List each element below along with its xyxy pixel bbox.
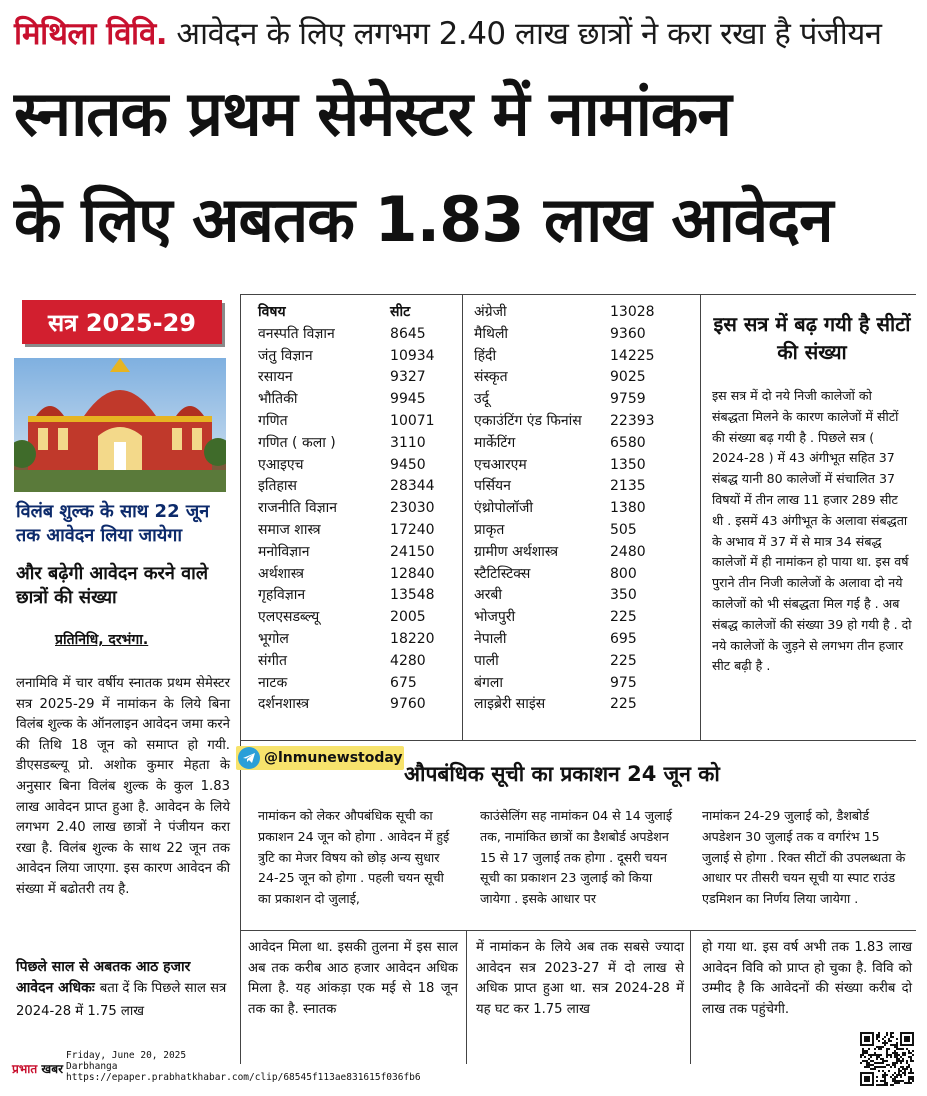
table-cell-seats: 17240 — [390, 521, 435, 538]
table-row — [258, 498, 458, 520]
table-cell-seats: 9327 — [390, 369, 426, 386]
table-cell-seats: 23030 — [390, 500, 435, 517]
table-row — [474, 411, 698, 433]
kicker-rest: आवेदन के लिए लगभग 2.40 लाख छात्रों ने करा रखा है पंजीयन — [176, 16, 882, 52]
session-badge: सत्र 2025-29 — [22, 300, 222, 344]
telegram-icon — [238, 747, 260, 769]
table-cell-seats: 2135 — [610, 478, 646, 495]
table-row — [258, 346, 458, 368]
newspaper-logo — [12, 1060, 63, 1077]
table-cell-subject: वनस्पति विज्ञान — [258, 325, 335, 342]
side-paragraph: लनामिवि में चार वर्षीय स्नातक प्रथम सेमेस्टर सत्र 2025-29 में नामांकन के लिये बिना विलंब शुल्क के ऑनलाइन आवेदन जमा करने की तिथि 18 जून को समाप्त हो गयी. डीएसडब्ल्यू प्रो. अशोक कुमार मेहता के अनुसार बिना विलंब शुल्क के कुल 1.83 लाख आवेदन प्राप्त हुआ है. आवेदन के लिये लगभग 2.40 लाख छात्रों ने पंजीयन करा रखा है. विलंब शुल्क के साथ 22 जून तक आवेदन लिया जाएगा. इस कारण आवेदन की संख्या में बढोतरी तय है. — [16, 676, 230, 897]
table-cell-subject: नेपाली — [474, 630, 507, 647]
table-cell-subject: भूगोल — [258, 630, 289, 647]
notice-col-1: नामांकन को लेकर औपबंधिक सूची का प्रकाशन 24 जून को होगा . आवेदन में हुई त्रुटि का मेजर विषय को छोड़ अन्य सुधार 24-25 जून को होगा . पहली चयन सूची का प्रकाशन दो जुलाई, — [258, 808, 450, 907]
table-header — [258, 302, 458, 324]
table-row — [258, 629, 458, 651]
table-row — [258, 694, 458, 716]
table-cell-seats: 2480 — [610, 543, 646, 560]
table-cell-subject: एकाउंटिंग एंड फिनांस — [474, 412, 582, 429]
table-cell-seats: 9450 — [390, 456, 426, 473]
table-cell-subject: संगीत — [258, 652, 287, 669]
table-row — [258, 455, 458, 477]
table-cell-seats: 13028 — [610, 304, 655, 320]
headline-line-1: स्नातक प्रथम सेमेस्टर में नामांकन — [14, 77, 731, 150]
byline: प्रतिनिधि, दरभंगा. — [55, 632, 149, 648]
side-subhead-cont: बता दें कि पिछले साल सत्र 2024-28 में 1.75 लाख — [16, 981, 227, 1019]
table-header-seats: सीट — [390, 304, 411, 320]
divider-left — [240, 294, 241, 1064]
table-cell-subject: एलएसडब्ल्यू — [258, 609, 320, 626]
table-row — [258, 585, 458, 607]
table-cell-seats: 3110 — [390, 434, 426, 451]
table-cell-subject: मार्केटिंग — [474, 434, 516, 451]
table-row — [258, 433, 458, 455]
divider-bottom-2 — [690, 930, 691, 1064]
table-cell-subject: गणित — [258, 412, 288, 429]
table-cell-seats: 800 — [610, 565, 637, 582]
table-row — [474, 455, 698, 477]
table-row — [474, 673, 698, 695]
table-cell-seats: 975 — [610, 674, 637, 691]
box-heading: इस सत्र में बढ़ गयी है सीटों की संख्या — [713, 312, 911, 364]
table-row — [258, 542, 458, 564]
notice-heading: औपबंधिक सूची का प्रकाशन 24 जून को — [404, 762, 720, 786]
table-cell-seats: 12840 — [390, 565, 435, 582]
footer-date: Friday, June 20, 2025 — [66, 1050, 187, 1061]
table-cell-seats: 675 — [390, 674, 417, 691]
table-cell-subject: मैथिली — [474, 325, 509, 342]
side-heading-1: विलंब शुल्क के साथ 22 जून तक आवेदन लिया जायेगा — [16, 501, 210, 547]
table-cell-seats: 1350 — [610, 456, 646, 473]
footer-url[interactable]: https://epaper.prabhatkhabar.com/clip/68545f113ae831615f036fb6 — [66, 1072, 421, 1083]
table-row — [474, 346, 698, 368]
table-row — [258, 673, 458, 695]
table-cell-subject: पर्सियन — [474, 478, 511, 495]
table-row — [474, 607, 698, 629]
bottom-col-1: आवेदन मिला था. इसकी तुलना में इस साल अब तक करीब आठ हजार आवेदन अधिक मिला है. यह आंकड़ा एक मई से 18 जून तक का है. स्नातक — [248, 940, 458, 1017]
table-cell-seats: 22393 — [610, 412, 655, 429]
table-cell-subject: भौतिकी — [258, 391, 298, 408]
table-row — [474, 694, 698, 716]
table-cell-subject: हिंदी — [474, 347, 497, 364]
table-cell-seats: 505 — [610, 521, 637, 538]
kicker — [14, 12, 914, 60]
headline-line-2: के लिए अबतक 1.83 लाख आवेदन — [14, 183, 833, 256]
table-cell-subject: एआइएच — [258, 456, 304, 473]
table-row — [474, 651, 698, 673]
table-row — [474, 498, 698, 520]
table-cell-subject: एंथ्रोपोलॉजी — [474, 500, 534, 517]
table-row — [474, 324, 698, 346]
table-cell-subject: ग्रामीण अर्थशास्त्र — [474, 543, 559, 560]
divider-bottom-1 — [466, 930, 467, 1064]
bottom-col-3: हो गया था. इस वर्ष अभी तक 1.83 लाख आवेदन विवि को प्राप्त हो चुका है. विवि को उम्मीद है कि आवेदनों की संख्या करीब दो लाख तक पहुंचेगी. — [702, 940, 912, 1017]
table-row — [474, 520, 698, 542]
social-handle: @lnmunewstoday — [264, 750, 403, 766]
table-cell-subject: भोजपुरी — [474, 609, 516, 626]
table-cell-seats: 4280 — [390, 652, 426, 669]
kicker-red: मिथिला विवि. — [14, 16, 168, 52]
table-cell-subject: गृहविज्ञान — [258, 587, 306, 604]
table-row — [474, 302, 698, 324]
table-cell-subject: स्टैटिस्टिक्स — [474, 565, 531, 582]
table-cell-subject: प्राकृत — [474, 521, 505, 538]
table-cell-subject: मनोविज्ञान — [258, 543, 310, 560]
table-cell-seats: 9360 — [610, 325, 646, 342]
divider-top — [240, 294, 916, 295]
table-cell-subject: रसायन — [258, 369, 293, 386]
table-cell-subject: दर्शनशास्त्र — [258, 696, 310, 713]
bottom-col-2: में नामांकन के लिये अब तक सबसे ज्यादा आवेदन सत्र 2023-27 में दो लाख से अधिक प्राप्त हुआ था. सत्र 2024-28 में यह घट कर 1.75 लाख — [476, 940, 684, 1017]
table-cell-seats: 10071 — [390, 412, 435, 429]
table-cell-seats: 10934 — [390, 347, 435, 364]
divider-notice-bottom — [240, 930, 916, 931]
table-cell-subject: राजनीति विज्ञान — [258, 500, 337, 517]
table-cell-seats: 350 — [610, 587, 637, 604]
table-row — [474, 389, 698, 411]
table-row — [258, 367, 458, 389]
table-cell-seats: 6580 — [610, 434, 646, 451]
table-row — [474, 367, 698, 389]
table-row — [258, 564, 458, 586]
table-cell-seats: 9760 — [390, 696, 426, 713]
table-cell-subject: जंतु विज्ञान — [258, 347, 313, 364]
table-cell-seats: 9759 — [610, 391, 646, 408]
table-cell-subject: संस्कृत — [474, 369, 508, 386]
table-cell-subject: लाइब्रेरी साइंस — [474, 696, 546, 713]
table-cell-seats: 9025 — [610, 369, 646, 386]
table-cell-seats: 8645 — [390, 325, 426, 342]
seats-table-left — [258, 302, 458, 716]
qr-code-icon[interactable] — [860, 1032, 914, 1086]
side-subsection — [16, 956, 230, 1022]
table-cell-subject: बंगला — [474, 674, 503, 691]
table-row — [258, 389, 458, 411]
table-cell-subject: अर्थशास्त्र — [258, 565, 304, 582]
table-cell-subject: अंग्रेजी — [474, 304, 507, 320]
divider-table-right — [700, 294, 701, 740]
table-cell-seats: 24150 — [390, 543, 435, 560]
table-cell-subject: पाली — [474, 652, 499, 669]
table-cell-subject: नाटक — [258, 674, 288, 691]
table-row — [474, 629, 698, 651]
table-cell-subject: अरबी — [474, 587, 503, 604]
seats-table-right — [474, 302, 698, 716]
table-row — [258, 520, 458, 542]
table-cell-subject: गणित ( कला ) — [258, 434, 336, 451]
table-cell-seats: 695 — [610, 630, 637, 647]
table-cell-seats: 18220 — [390, 630, 435, 647]
table-row — [258, 411, 458, 433]
table-row — [474, 433, 698, 455]
table-cell-subject: इतिहास — [258, 478, 298, 495]
table-cell-seats: 1380 — [610, 500, 646, 517]
table-cell-seats: 13548 — [390, 587, 435, 604]
table-row — [258, 651, 458, 673]
social-handle-tag — [236, 746, 404, 770]
table-row — [474, 542, 698, 564]
divider-table-mid — [462, 294, 463, 740]
side-heading-2: और बढ़ेगी आवेदन करने वाले छात्रों की संख्या — [16, 563, 209, 609]
table-cell-subject: समाज शास्त्र — [258, 521, 321, 538]
divider-table-bottom — [240, 740, 916, 741]
table-cell-seats: 14225 — [610, 347, 655, 364]
table-cell-seats: 225 — [610, 696, 637, 713]
table-cell-seats: 225 — [610, 652, 637, 669]
table-cell-seats: 2005 — [390, 609, 426, 626]
university-building-photo — [14, 358, 226, 492]
table-row — [474, 564, 698, 586]
table-row — [474, 585, 698, 607]
table-cell-subject: एचआरएम — [474, 456, 527, 473]
table-row — [474, 476, 698, 498]
table-row — [258, 607, 458, 629]
table-cell-seats: 28344 — [390, 478, 435, 495]
table-cell-seats: 225 — [610, 609, 637, 626]
table-row — [258, 476, 458, 498]
box-body: इस सत्र में दो नये निजी कालेजों को संबद्धता मिलने के कारण कालेजों में सीटों की संख्या बढ़ गयी है . पिछले सत्र ( 2024-28 ) में 43 अंगीभूत सहित 37 संबद्ध यानी 80 कालेजों में संचालित 37 विषयों में तीन लाख 11 हजार 289 सीट थी . इसमें 43 अंगीभूत के अलावा संबद्धता के अभाव में 37 में से मात्र 34 संबद्ध कालेजों में ही नामांकन हो पाया था. इस वर्ष पुराने तीन निजी कालेजों के अलावा दो नये कालेजों को भी संबद्धता मिल गई है . अब संबद्ध कालेजों की संख्या 39 हो गयी है . दो नये कालेजों के जुड़ने से लगभग तीन हजार सीट बढ़ी है . — [712, 388, 912, 674]
notice-col-3: नामांकन 24-29 जुलाई को, डैशबोर्ड अपडेशन 30 जुलाई तक व वर्गारंभ 15 जुलाई से होगा . रिक्त सीटों की उपलब्धता के आधार पर तीसरी चयन सूची या स्पाट राउंड एडमिशन का निर्णय लिया जायेगा . — [702, 808, 906, 907]
table-cell-subject: उर्दू — [474, 391, 490, 408]
logo-part-2: खबर — [41, 1062, 63, 1076]
footer-info — [66, 1050, 526, 1083]
logo-part-1: प्रभात — [12, 1062, 38, 1076]
table-header-subject: विषय — [258, 304, 286, 320]
side-subhead: पिछले साल से अबतक आठ हजार आवेदन अधिकः — [16, 959, 191, 996]
table-row — [258, 324, 458, 346]
footer-city: Darbhanga — [66, 1061, 118, 1072]
table-cell-seats: 9945 — [390, 391, 426, 408]
notice-col-2: काउंसेलिंग सह नामांकन 04 से 14 जुलाई तक, नामांकित छात्रों का डैशबोर्ड अपडेशन 15 से 17 जुलाई तक होगा . दूसरी चयन सूची का प्रकाशन 23 जुलाई को किया जायेगा . इसके आधार पर — [480, 808, 673, 907]
